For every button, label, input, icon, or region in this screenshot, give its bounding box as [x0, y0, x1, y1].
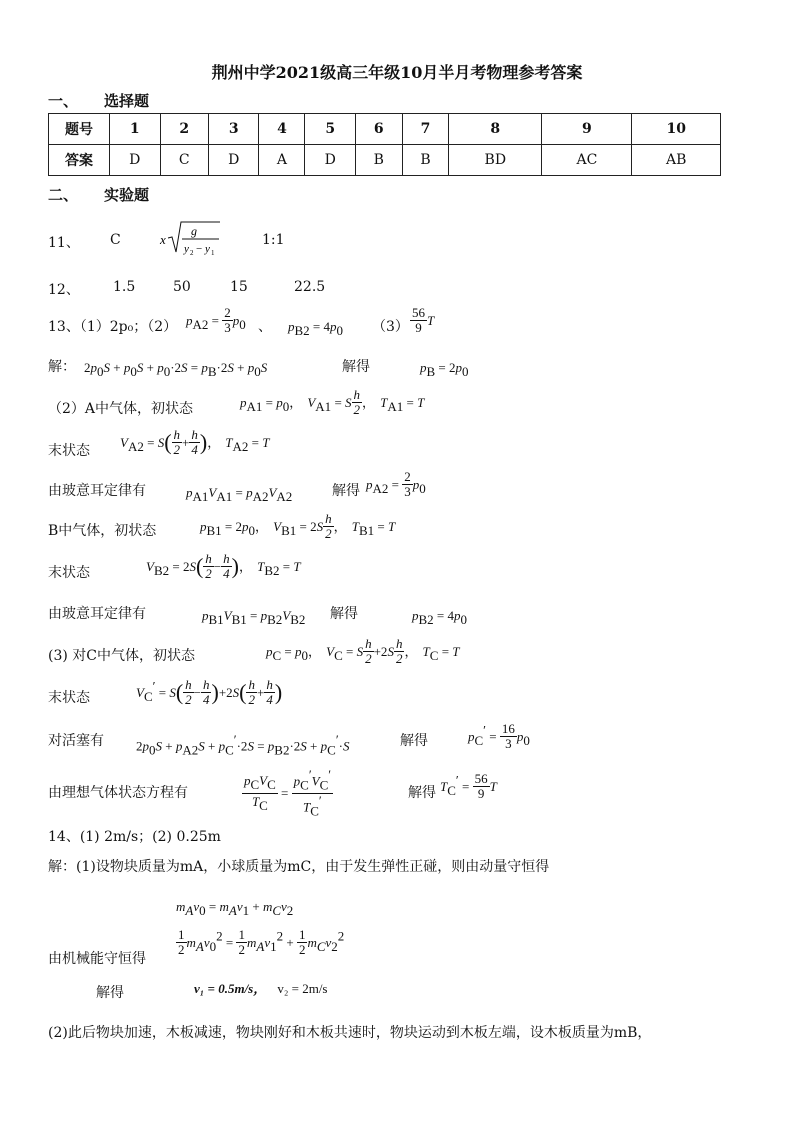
sqrt-expression	[158, 218, 224, 258]
q13-C-initial-state: $p_C = p_0$， $V_C = S$ $\frac{h}{2}$ +2S $\frac{h}{2}$ ， $T_C = T$	[266, 636, 460, 666]
q13-boyle-label-B: 由玻意耳定律有	[48, 606, 146, 622]
page-title: 荆州中学2021级高三年级10月半月考物理参考答案	[211, 63, 583, 82]
answer-cell: D	[110, 145, 161, 176]
section-1-label: 选择题	[104, 92, 150, 110]
svg-text:1: 1	[211, 249, 215, 257]
q14-momentum-equation: $m_Av_0 = m_Av_1 + m_Cv_2$	[176, 899, 294, 919]
q13-part3-label: （3）	[372, 319, 409, 335]
answer-cell: AC	[542, 145, 632, 176]
q13-pB-result: $p_B = 2p_0$	[420, 360, 469, 380]
svg-text:−: −	[196, 243, 203, 255]
q13-head: 13、（1）2p₀；（2）	[48, 319, 178, 335]
q13-pA2-result: $p_{A2}$ = $\frac{2}{3}$ $p_0$	[186, 305, 246, 335]
q13-boyle-equation-B: $p_{B1}V_{B1} = p_{B2}V_{B2}$	[202, 608, 306, 628]
q13-boyle-equation-A: $p_{A1}V_{A1} = p_{A2}V_{A2}$	[186, 485, 293, 505]
q13-pA2-solved: $p_{A2}$ = $\frac{2}{3}$ $p_0$	[366, 469, 426, 499]
q13-A-final-label: 末状态	[48, 443, 90, 459]
q13-solve-label-4: 解得	[400, 733, 428, 749]
q14-energy-label: 由机械能守恒得	[48, 951, 146, 967]
q13-solve-label-1: 解得	[342, 359, 370, 375]
q13-ideal-gas-equation: $\frac{p_CV_C}{T_C}$ = $\frac{p_C'V_C'}{T_C'}$	[244, 767, 332, 819]
question-number: 5	[305, 114, 356, 145]
answer-cell: A	[259, 145, 305, 176]
svg-text:y: y	[184, 243, 189, 255]
svg-text:x: x	[160, 232, 166, 247]
q14-v2-result: v₂ = 2m/s	[277, 981, 328, 996]
q14-energy-equation: $\frac{1}{2}$ $m_Av_0^2$ = $\frac{1}{2}$ $m_Av_1^2$ + $\frac{1}{2}$ $m_Cv_2^2$	[178, 927, 345, 957]
q13-C-final-state: $V_C' = S$( $\frac{h}{2}$ − $\frac{h}{4}$ )+2S( $\frac{h}{2}$ + $\frac{h}{4}$ )	[136, 677, 283, 707]
q13-TC-solved: $T_C'$ = $\frac{56}{9}$ T	[440, 771, 497, 801]
q13-piston-equation: $2p_0S + p_{A2}S + p_C'\cdot 2S = p_{B2}\cdot 2S + p_C'\cdot S$	[136, 732, 350, 758]
q13-C-final-label: 末状态	[48, 690, 90, 706]
answer-row	[49, 145, 721, 176]
q14-head: 14、(1) 2m/s；(2) 0.25m	[48, 829, 221, 845]
answer-table	[48, 113, 721, 176]
question-number: 8	[449, 114, 542, 145]
q13-solve-label-5: 解得	[408, 785, 436, 801]
question-number: 10	[632, 114, 721, 145]
question-number: 4	[259, 114, 305, 145]
q11-answer-choice: C	[110, 232, 121, 248]
q13-B-intro: B中气体，初状态	[48, 523, 157, 539]
section-1-number: 一、	[48, 92, 79, 110]
q13-pB2-result: $p_{B2} = 4p_0$	[288, 319, 344, 339]
q13-A-initial-state: $p_{A1} = p_0$， $V_{A1} = S$ $\frac{h}{2}$ ， $T_{A1} = T$	[240, 387, 425, 417]
answer-cell: C	[160, 145, 208, 176]
q13-temperature-result: $\frac{56}{9}$ T	[412, 305, 435, 335]
q13-solution-label: 解：	[48, 359, 76, 375]
answer-cell: B	[355, 145, 402, 176]
answer-cell: D	[208, 145, 259, 176]
q13-piston-label: 对活塞有	[48, 733, 104, 749]
question-number: 9	[542, 114, 632, 145]
q13-boyle-label-A: 由玻意耳定律有	[48, 483, 146, 499]
q12-value-2: 50	[173, 279, 191, 295]
q12-value-3: 15	[230, 279, 248, 295]
row-label-answer: 答案	[49, 145, 110, 176]
q11-number: 11、	[48, 235, 80, 251]
answer-cell: B	[402, 145, 449, 176]
q12-value-1: 1.5	[113, 279, 136, 295]
q13-pB2-solved: $p_{B2} = 4p_0$	[412, 608, 468, 628]
answer-cell: BD	[449, 145, 542, 176]
q13-part2-A-intro: （2）A中气体，初状态	[48, 401, 194, 417]
svg-text:2: 2	[190, 249, 194, 257]
answer-cell: AB	[632, 145, 721, 176]
answer-cell: D	[305, 145, 356, 176]
question-number: 1	[110, 114, 161, 145]
q14-solution-line-2: (2)此后物块加速，木板减速，物块刚好和木板共速时，物块运动到木板左端，设木板质量为mB，	[48, 1025, 652, 1041]
question-number: 3	[208, 114, 259, 145]
q13-pC-solved: $p_C'$ = $\frac{16}{3}$ $p_0$	[468, 721, 530, 751]
q13-A-final-state: $V_{A2} = S$( $\frac{h}{2}$ + $\frac{h}{4}$ )， $T_{A2} = T$	[120, 427, 270, 457]
q14-v1-result: v₁ = 0.5m/s，	[194, 981, 267, 996]
q14-solution-line-1: 解：(1)设物块质量为mA，小球质量为mC，由于发生弹性正碰，则由动量守恒得	[48, 859, 550, 875]
question-number: 6	[355, 114, 402, 145]
question-number-row	[49, 114, 721, 145]
q12-value-4: 22.5	[294, 279, 326, 295]
svg-text:y: y	[205, 243, 210, 255]
section-2-label: 实验题	[104, 186, 150, 204]
q13-solve-label-3: 解得	[330, 606, 358, 622]
q13-B-initial-state: $p_{B1} = 2p_0$， $V_{B1} = 2S$ $\frac{h}{2}$ ， $T_{B1} = T$	[200, 511, 396, 541]
q11-formula	[158, 218, 224, 262]
q14-velocity-results	[194, 978, 328, 997]
q12-number: 12、	[48, 282, 80, 298]
q13-B-final-state: $V_{B2} = 2S$( $\frac{h}{2}$ − $\frac{h}{4}$ )， $T_{B2} = T$	[146, 551, 301, 581]
q13-part3-C-intro: (3) 对C中气体，初状态	[48, 648, 195, 664]
row-label-number: 题号	[49, 114, 110, 145]
q14-solve-label: 解得	[96, 985, 124, 1001]
q11-ratio: 1:1	[262, 232, 285, 248]
svg-text:g: g	[191, 224, 197, 238]
section-2-number: 二、	[48, 186, 79, 204]
q13-solve-label-2: 解得	[332, 483, 360, 499]
q13-B-final-label: 末状态	[48, 565, 90, 581]
question-number: 2	[160, 114, 208, 145]
q13-equilibrium-equation: $2p_0S + p_0S + p_0\cdot 2S = p_B\cdot 2S + p_0S$	[84, 360, 268, 380]
q13-separator: 、	[258, 319, 272, 335]
question-number: 7	[402, 114, 449, 145]
q13-ideal-gas-label: 由理想气体状态方程有	[48, 785, 188, 801]
